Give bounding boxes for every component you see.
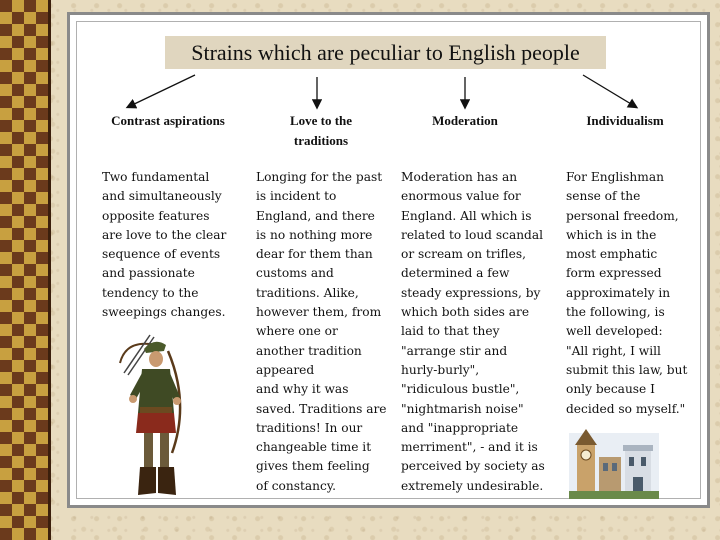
- heading-love-to-traditions: Love to the traditions: [289, 113, 353, 148]
- archer-figure-icon: [116, 333, 198, 501]
- text-individualism: For Englishman sense of the personal freedom, which is in the most emphatic form expressed approximately in the following, is well developed: "All right, I will submit this law, but only because I decided so myself.": [566, 170, 688, 416]
- heading-individualism: Individualism: [586, 113, 664, 128]
- heading-moderation: Moderation: [432, 113, 498, 128]
- arrow-contrast: [128, 75, 195, 107]
- heading-contrast-aspirations: Contrast aspirations: [111, 113, 225, 128]
- text-love-to-traditions: Longing for the past is incident to England, and there is no nothing more dear for them than customs and traditions. Alike, however them, from where one or another tradition appeared and why it was saved. Traditions are traditions! In our changeable time it gives them feeling of constancy.: [256, 170, 387, 493]
- castle-clock-tower-icon: [569, 427, 659, 499]
- slide-frame: [67, 12, 710, 508]
- connector-arrows: [70, 15, 713, 125]
- slide-title: Strains which are peculiar to English people: [165, 36, 606, 69]
- text-moderation: Moderation has an enormous value for England. All which is related to loud scandal or scream on trifles, determined a few steady expressions, by which both sides are laid to that they "arrange stir and hurly-burly", "ridiculous bustle", "nightmarish noise" and "inappropriate merriment", - and it is perceived by society as extremely undesirable.: [401, 170, 545, 493]
- text-contrast-aspirations: Two fundamental and simultaneously opposite features are love to the clear sequence of events and passionate tendency to the sweepings changes.: [102, 170, 227, 320]
- decorative-border: [0, 0, 51, 540]
- arrow-individualism: [583, 75, 636, 107]
